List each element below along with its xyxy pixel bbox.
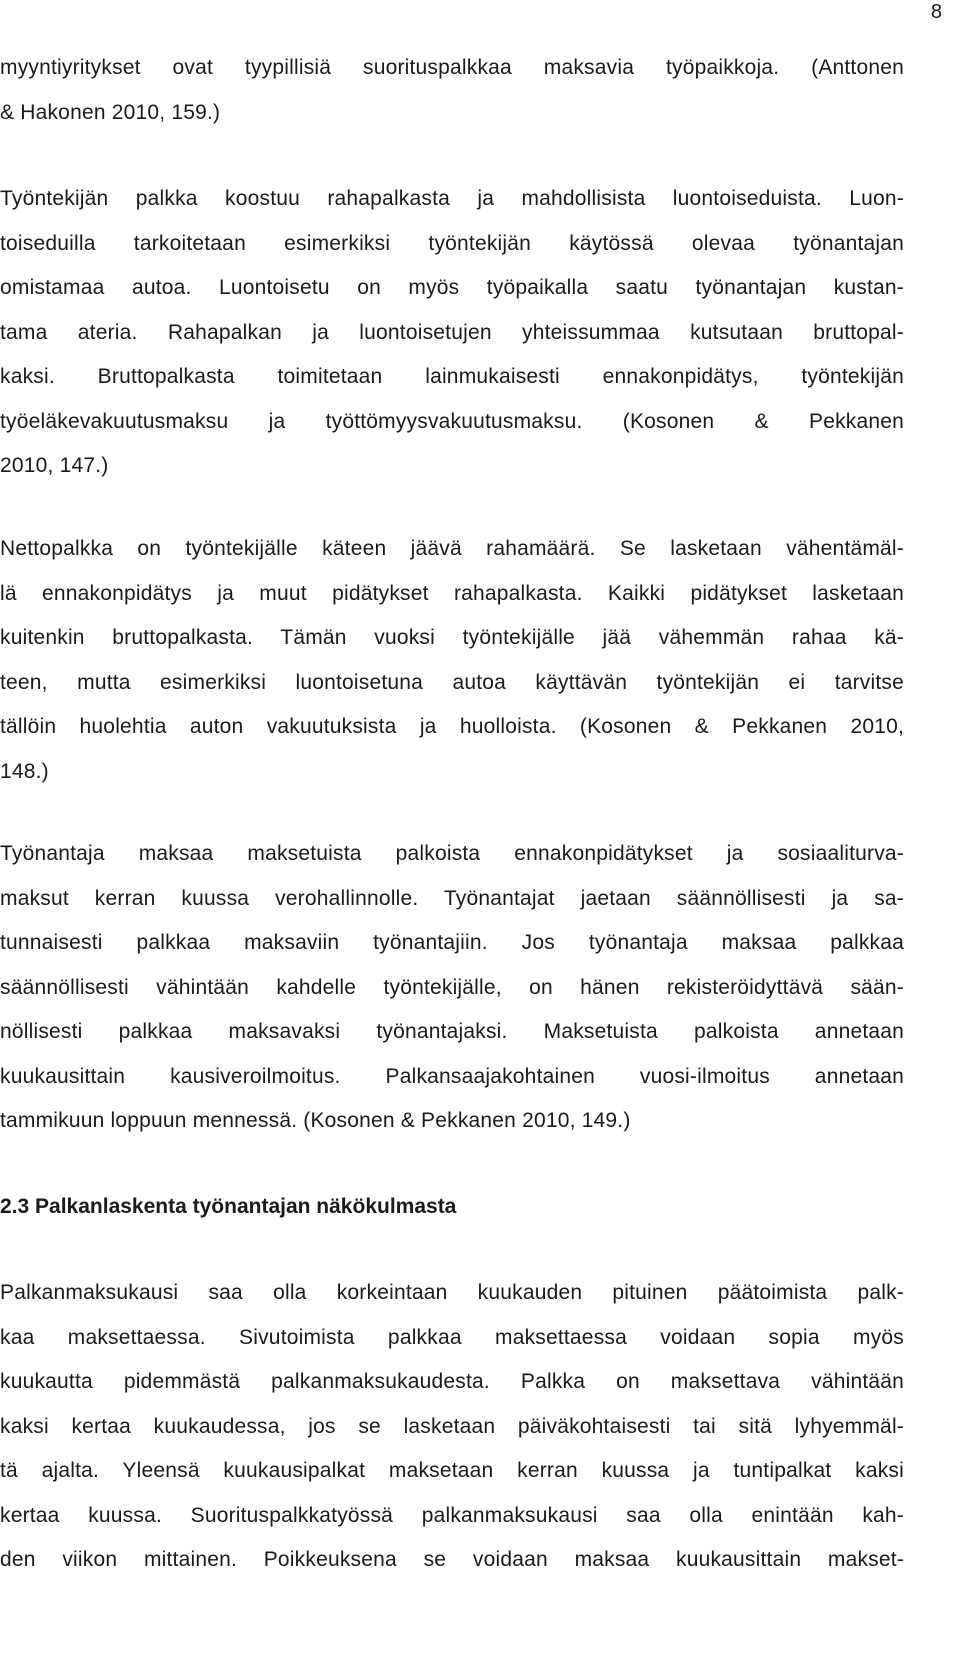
text-line: den viikon mittainen. Poikkeuksena se voidaan maksaa kuukausittain makset- <box>0 1548 904 1571</box>
text-line: kaksi. Bruttopalkasta toimitetaan lainmukaisesti ennakonpidätys, työntekijän <box>0 365 904 388</box>
text-line: Työntekijän palkka koostuu rahapalkasta ja mahdollisista luontoiseduista. Luon- <box>0 187 904 210</box>
text-line: 148.) <box>0 759 49 783</box>
section-heading: 2.3 Palkanlaskenta työnantajan näkökulmasta <box>0 1195 457 1218</box>
text-line: nöllisesti palkkaa maksavaksi työnantajaksi. Maksetuista palkoista annetaan <box>0 1020 904 1043</box>
text-line: Nettopalkka on työntekijälle käteen jäävä rahamäärä. Se lasketaan vähentämäl- <box>0 537 904 560</box>
page-number: 8 <box>930 1 942 23</box>
text-line: kuitenkin bruttopalkasta. Tämän vuoksi työntekijälle jää vähemmän rahaa kä- <box>0 626 904 649</box>
text-line: omistamaa autoa. Luontoisetu on myös työpaikalla saatu työnantajan kustan- <box>0 276 904 299</box>
text-line: kertaa kuussa. Suorituspalkkatyössä palkanmaksukausi saa olla enintään kah- <box>0 1503 904 1527</box>
text-line: kaa maksettaessa. Sivutoimista palkkaa maksettaessa voidaan sopia myös <box>0 1325 904 1349</box>
text-line: työeläkevakuutusmaksu ja työttömyysvakuutusmaksu. (Kosonen & Pekkanen <box>0 409 904 433</box>
text-line: tammikuun loppuun mennessä. (Kosonen & Pekkanen 2010, 149.) <box>0 1109 631 1132</box>
text-line: Työnantaja maksaa maksetuista palkoista ennakonpidätykset ja sosiaaliturva- <box>0 842 904 865</box>
paragraph-4 <box>0 832 904 1144</box>
paragraph-3 <box>0 527 904 794</box>
text-line: tunnaisesti palkkaa maksaviin työnantajiin. Jos työnantaja maksaa palkkaa <box>0 931 904 954</box>
text-line: myyntiyritykset ovat tyypillisiä suorituspalkkaa maksavia työpaikkoja. (Anttonen <box>0 56 904 79</box>
text-line: teen, mutta esimerkiksi luontoisetuna autoa käyttävän työntekijän ei tarvitse <box>0 670 904 694</box>
text-line: toiseduilla tarkoitetaan esimerkiksi työntekijän käytössä olevaa työnantajan <box>0 231 904 255</box>
text-line: tä ajalta. Yleensä kuukausipalkat maksetaan kerran kuussa ja tuntipalkat kaksi <box>0 1459 904 1482</box>
text-line: Palkanmaksukausi saa olla korkeintaan kuukauden pituinen päätoimista palk- <box>0 1281 904 1304</box>
paragraph-2 <box>0 177 904 489</box>
paragraph-5 <box>0 1271 904 1583</box>
text-line: maksut kerran kuussa verohallinnolle. Työnantajat jaetaan säännöllisesti ja sa- <box>0 886 904 910</box>
text-line: lä ennakonpidätys ja muut pidätykset rahapalkasta. Kaikki pidätykset lasketaan <box>0 581 904 605</box>
text-line: säännöllisesti vähintään kahdelle työntekijälle, on hänen rekisteröidyttävä sään- <box>0 975 904 999</box>
text-line: kuukautta pidemmästä palkanmaksukaudesta. Palkka on maksettava vähintään <box>0 1370 904 1393</box>
text-line: kuukausittain kausiveroilmoitus. Palkansaajakohtainen vuosi-ilmoitus annetaan <box>0 1064 904 1088</box>
text-line: & Hakonen 2010, 159.) <box>0 100 221 124</box>
text-line: tama ateria. Rahapalkan ja luontoisetujen yhteissummaa kutsutaan bruttopal- <box>0 320 904 344</box>
text-line: 2010, 147.) <box>0 454 109 477</box>
text-line: tällöin huolehtia auton vakuutuksista ja huolloista. (Kosonen & Pekkanen 2010, <box>0 715 904 738</box>
paragraph-1 <box>0 46 904 135</box>
text-line: kaksi kertaa kuukaudessa, jos se lasketaan päiväkohtaisesti tai sitä lyhyemmäl- <box>0 1414 904 1438</box>
